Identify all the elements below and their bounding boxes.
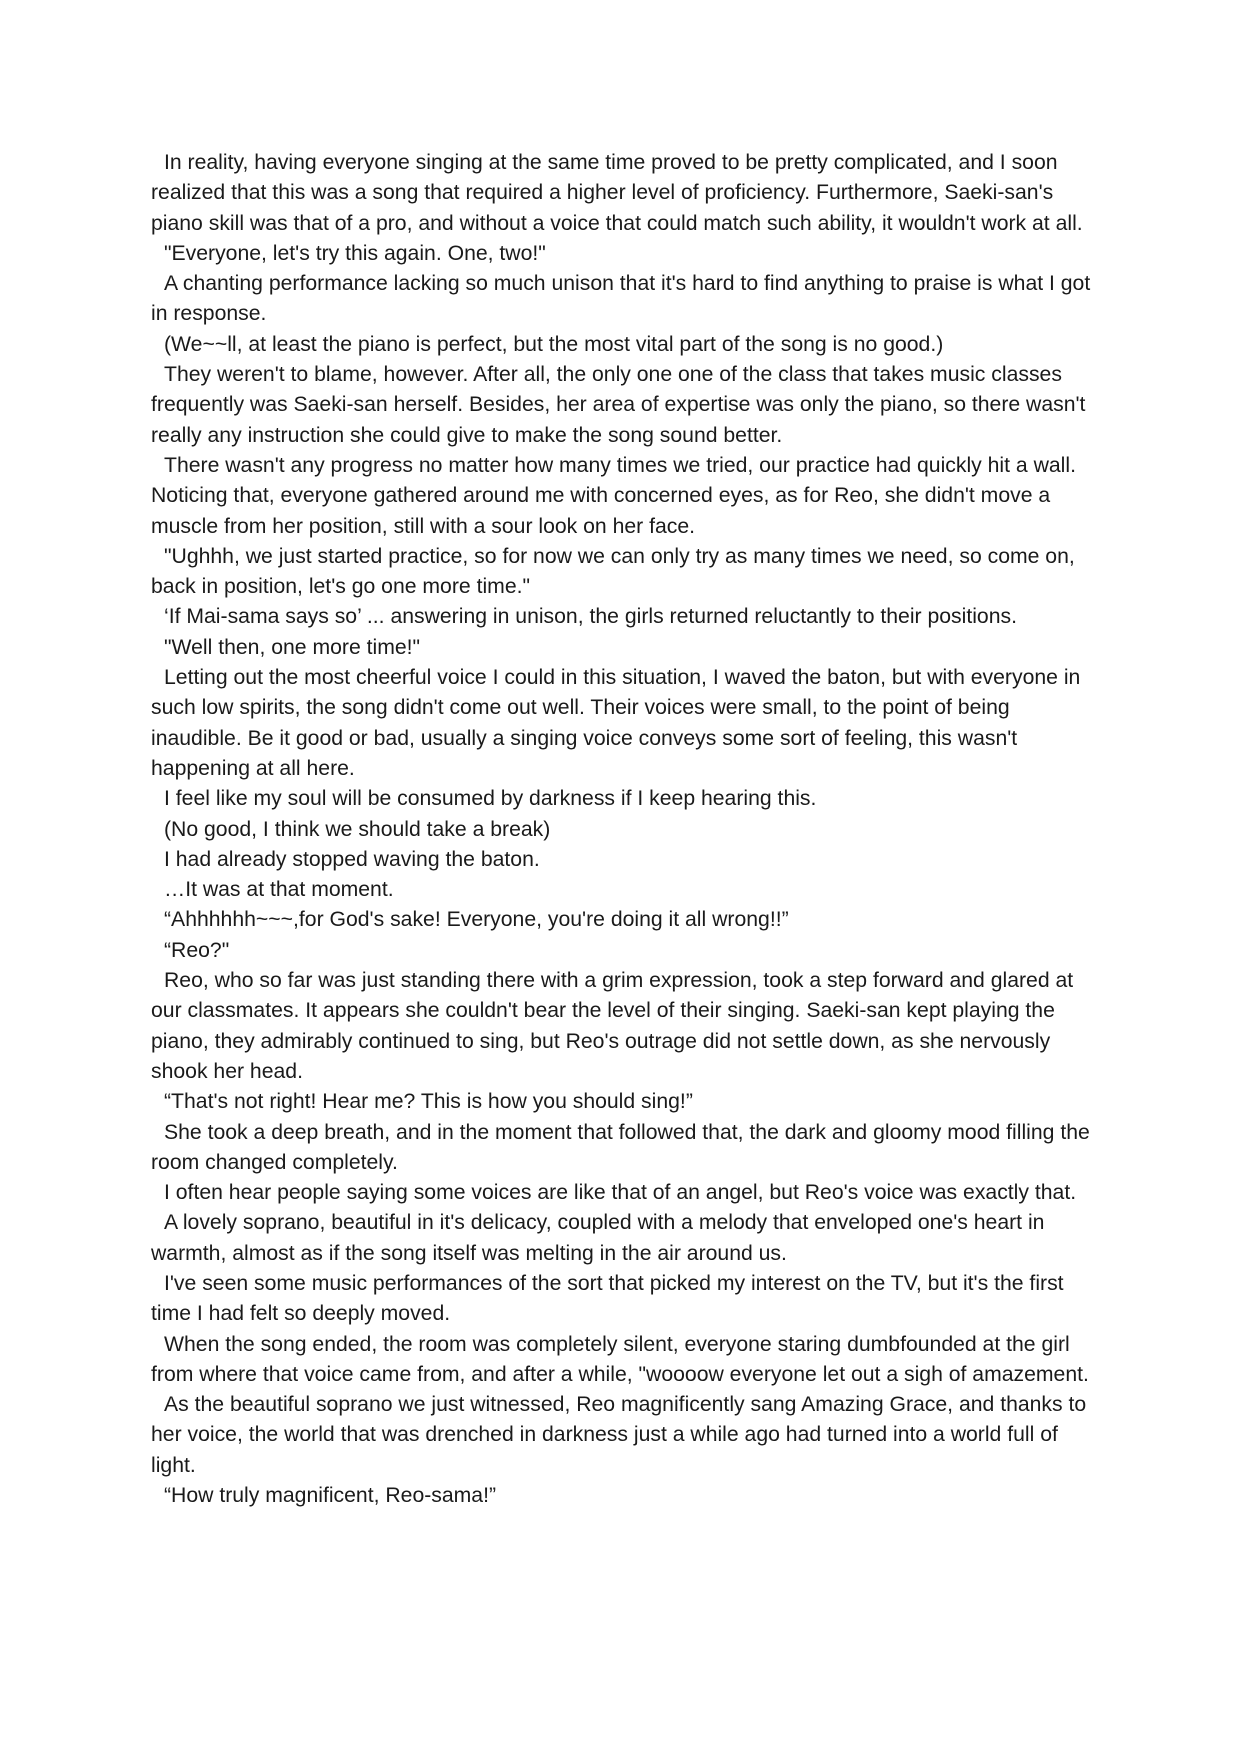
paragraph: “How truly magnificent, Reo-sama!” <box>164 1484 497 1508</box>
paragraph: I had already stopped waving the baton. <box>164 847 540 871</box>
paragraph: “That's not right! Hear me? This is how you should sing!” <box>164 1090 693 1114</box>
paragraph: A chanting performance lacking so much unison that it's hard to find anything to praise is what I got in response. <box>151 272 1091 326</box>
paragraph: “Ahhhhhh~~~,for God's sake! Everyone, you're doing it all wrong!!” <box>164 908 789 932</box>
paragraph: "Well then, one more time!" <box>164 635 421 659</box>
paragraph: As the beautiful soprano we just witnessed, Reo magnificently sang Amazing Grace, and thanks to her voice, the world that was drenched in darkness just a while ago had turned into a world full of light. <box>151 1393 1087 1477</box>
document-page <box>151 148 1096 1511</box>
paragraph: There wasn't any progress no matter how many times we tried, our practice had quickly hit a wall. Noticing that, everyone gathered around me with concerned eyes, as for Reo, she didn't move a muscle from her position, still with a sour look on her face. <box>151 453 1076 538</box>
paragraph: ‘If Mai-sama says so’ ... answering in unison, the girls returned reluctantly to their positions. <box>164 605 1017 629</box>
paragraph: In reality, having everyone singing at the same time proved to be pretty complicated, and I soon realized that this was a song that required a higher level of proficiency. Furthermore, Saeki-san's piano skill was that of a pro, and without a voice that could match such ability, it wouldn't work at all. <box>151 151 1083 235</box>
paragraph: "Ughhh, we just started practice, so for now we can only try as many times we need, so come on, back in position, let's go one more time." <box>151 544 1075 599</box>
paragraph: She took a deep breath, and in the moment that followed that, the dark and gloomy mood filling the room changed completely. <box>151 1120 1090 1174</box>
paragraph: Reo, who so far was just standing there with a grim expression, took a step forward and glared at our classmates. It appears she couldn't bear the level of their singing. Saeki-san kept playing the piano, they admirably continued to sing, but Reo's outrage did not settle down, as she nervously shook her head. <box>151 969 1074 1083</box>
paragraph: I often hear people saying some voices are like that of an angel, but Reo's voice was exactly that. <box>164 1181 1077 1205</box>
paragraph: …It was at that moment. <box>164 878 394 902</box>
paragraph: A lovely soprano, beautiful in it's delicacy, coupled with a melody that enveloped one's heart in warmth, almost as if the song itself was melting in the air around us. <box>151 1211 1045 1265</box>
paragraph: I feel like my soul will be consumed by darkness if I keep hearing this. <box>164 787 817 811</box>
paragraph: Letting out the most cheerful voice I could in this situation, I waved the baton, but with everyone in such low spirits, the song didn't come out well. Their voices were small, to the point of being inaudible. Be it good or bad, usually a singing voice conveys some sort of feeling, this wasn't happening at all here. <box>151 666 1081 780</box>
paragraph: I've seen some music performances of the sort that picked my interest on the TV, but it's the first time I had felt so deeply moved. <box>151 1271 1064 1326</box>
paragraph: “Reo?" <box>164 938 230 962</box>
paragraph: When the song ended, the room was completely silent, everyone staring dumbfounded at the girl from where that voice came from, and after a while, "woooow everyone let out a sigh of amazement. <box>151 1332 1089 1386</box>
paragraph: "Everyone, let's try this again. One, two!" <box>164 241 546 265</box>
paragraph: They weren't to blame, however. After all, the only one one of the class that takes music classes frequently was Saeki-san herself. Besides, her area of expertise was only the piano, so there wasn't really any instruction she could give to make the song sound better. <box>151 363 1086 447</box>
paragraph: (No good, I think we should take a break) <box>164 817 551 841</box>
paragraph: (We~~ll, at least the piano is perfect, but the most vital part of the song is no good.) <box>164 332 944 356</box>
